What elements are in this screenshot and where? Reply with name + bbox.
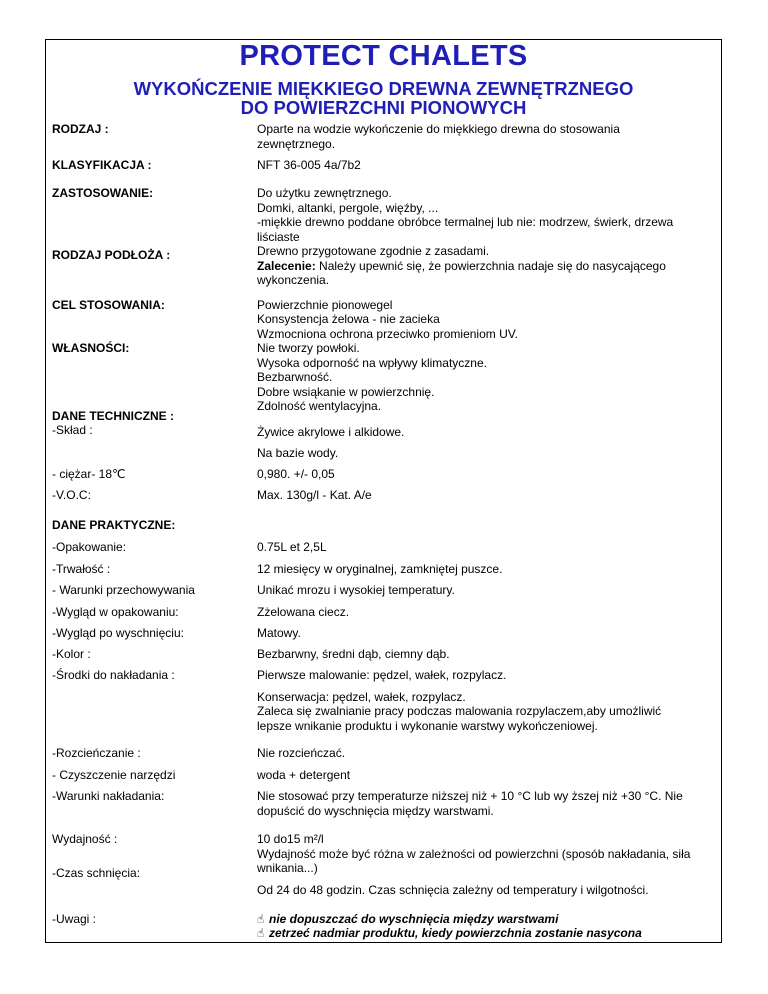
wydajnosc-label: Wydajność : [52,832,118,846]
uwagi-item [257,926,642,941]
zastosowanie-line: liściaste [257,230,300,244]
zalecenie-label: Zalecenie: [257,259,316,273]
cel-stosowania-label: CEL STOSOWANIA: [52,298,165,312]
wydajnosc-line: 10 do15 m²/l [257,832,324,846]
voc-label: -V.O.C: [52,488,91,502]
przechowywania-label: - Warunki przechowywania [52,583,195,597]
czyszczenie-label: - Czyszczenie narzędzi [52,768,176,782]
cel-stosowania-line: Powierzchnie pionowegel [257,298,393,312]
warunki-line: dopuścić do wyschnięcia między warstwami. [257,804,494,818]
cel-stosowania-line: Konsystencja żelowa - nie zacieka [257,312,440,326]
zalecenie-text: Należy upewnić się, że powierzchnia nadaje się do nasycającego [315,259,666,273]
voc-value: Max. 130g/l - Kat. A/e [257,488,372,502]
czas-schniecia-value: Od 24 do 48 godzin. Czas schnięcia zależny od temperatury i wilgotności. [257,883,649,897]
wydajnosc-line: Wydajność może być różna w zależności od powierzchni (sposób nakładania, siła [257,847,691,861]
wlasnosci-line: Zdolność wentylacyjna. [257,399,382,413]
rozcienczanie-value: Nie rozcieńczać. [257,746,346,760]
subtitle-line-2: DO POWIERZCHNI PIONOWYCH [240,97,527,118]
zastosowanie-line: Do użytku zewnętrznego. [257,186,392,200]
trwalosc-value: 12 miesięcy w oryginalnej, zamkniętej puszce. [257,562,503,576]
subtitle-line-1: WYKOŃCZENIE MIĘKKIEGO DREWNA ZEWNĘTRZNEGO [133,78,634,99]
srodki-value: Pierwsze malowanie: pędzel, wałek, rozpylacz. [257,668,507,682]
uwagi-label: -Uwagi : [52,912,97,926]
wyglad-po-value: Matowy. [257,626,301,640]
czas-schniecia-label: -Czas schnięcia: [52,866,141,880]
warunki-line: Nie stosować przy temperaturze niższej niż + 10 °C lub wy ższej niż +30 °C. Nie [257,789,683,803]
rodzaj-podloza-line: Drewno przygotowane zgodnie z zasadami. [257,244,490,258]
hand-pointer-icon: ☝ [257,926,265,940]
kolor-value: Bezbarwny, średni dąb, ciemny dąb. [257,647,450,661]
czyszczenie-value: woda + detergent [257,768,351,782]
wlasnosci-label: WŁASNOŚCI: [52,341,130,355]
opakowanie-label: -Opakowanie: [52,540,127,554]
hand-pointer-icon: ☝ [257,912,265,926]
zastosowanie-line: Domki, altanki, pergole, więźby, ... [257,201,439,215]
zalecenie-line [257,259,666,274]
srodki-label: -Środki do nakładania : [52,668,175,682]
cel-stosowania-line: Wzmocniona ochrona przeciwko promieniom UV. [257,327,518,341]
ciezar-label: - ciężar- 18℃ [52,467,126,481]
sklad-value-2: Na bazie wody. [257,446,339,460]
konserwacja-line: Zaleca się zwalnianie pracy podczas malowania rozpylaczem,aby umożliwić [257,704,662,718]
rodzaj-podloza-label: RODZAJ PODŁOŻA : [52,248,171,262]
wyglad-po-label: -Wygląd po wyschnięciu: [52,626,184,640]
sklad-value: Żywice akrylowe i alkidowe. [257,425,405,439]
ciezar-value: 0,980. +/- 0,05 [257,467,335,481]
product-data-sheet [45,39,722,943]
rodzaj-value-line-2: zewnętrznego. [257,137,336,151]
klasyfikacja-label: KLASYFIKACJA : [52,158,152,172]
rodzaj-podloza-line: wykonczenia. [257,273,330,287]
kolor-label: -Kolor : [52,647,91,661]
rodzaj-value-line-1: Oparte na wodzie wykończenie do miękkiego drewna do stosowania [257,122,620,136]
sklad-label: -Skład : [52,423,93,437]
page-title: PROTECT CHALETS [239,40,528,72]
zastosowanie-label: ZASTOSOWANIE: [52,186,154,200]
zastosowanie-line: -miękkie drewno poddane obróbce termalnej lub nie: modrzew, świerk, drzewa [257,215,674,229]
konserwacja-line: Konserwacja: pędzel, wałek, rozpylacz. [257,690,466,704]
dane-techniczne-heading: DANE TECHNICZNE : [52,409,174,423]
wlasnosci-line: Nie tworzy powłoki. [257,341,360,355]
wlasnosci-line: Wysoka odporność na wpływy klimatyczne. [257,356,487,370]
wlasnosci-line: Dobre wsiąkanie w powierzchnię. [257,385,435,399]
konserwacja-line: lepsze wnikanie produktu i wykonanie warstwy wykończeniowej. [257,719,598,733]
trwalosc-label: -Trwałość : [52,562,111,576]
wlasnosci-line: Bezbarwność. [257,370,333,384]
wyglad-opakowanie-label: -Wygląd w opakowaniu: [52,605,179,619]
warunki-label: -Warunki nakładania: [52,789,165,803]
wyglad-opakowanie-value: Zżelowana ciecz. [257,605,350,619]
uwagi-item-text: zetrzeć nadmiar produktu, kiedy powierzchnia zostanie nasycona [269,926,642,940]
opakowanie-value: 0.75L et 2,5L [257,540,327,554]
uwagi-item [257,912,558,927]
rozcienczanie-label: -Rozcieńczanie : [52,746,141,760]
uwagi-item-text: nie dopuszczać do wyschnięcia między warstwami [269,912,559,926]
dane-praktyczne-heading: DANE PRAKTYCZNE: [52,518,176,532]
wydajnosc-line: wnikania...) [257,861,318,875]
klasyfikacja-value: NFT 36-005 4a/7b2 [257,158,361,172]
rodzaj-label: RODZAJ : [52,122,109,136]
przechowywania-value: Unikać mrozu i wysokiej temperatury. [257,583,455,597]
